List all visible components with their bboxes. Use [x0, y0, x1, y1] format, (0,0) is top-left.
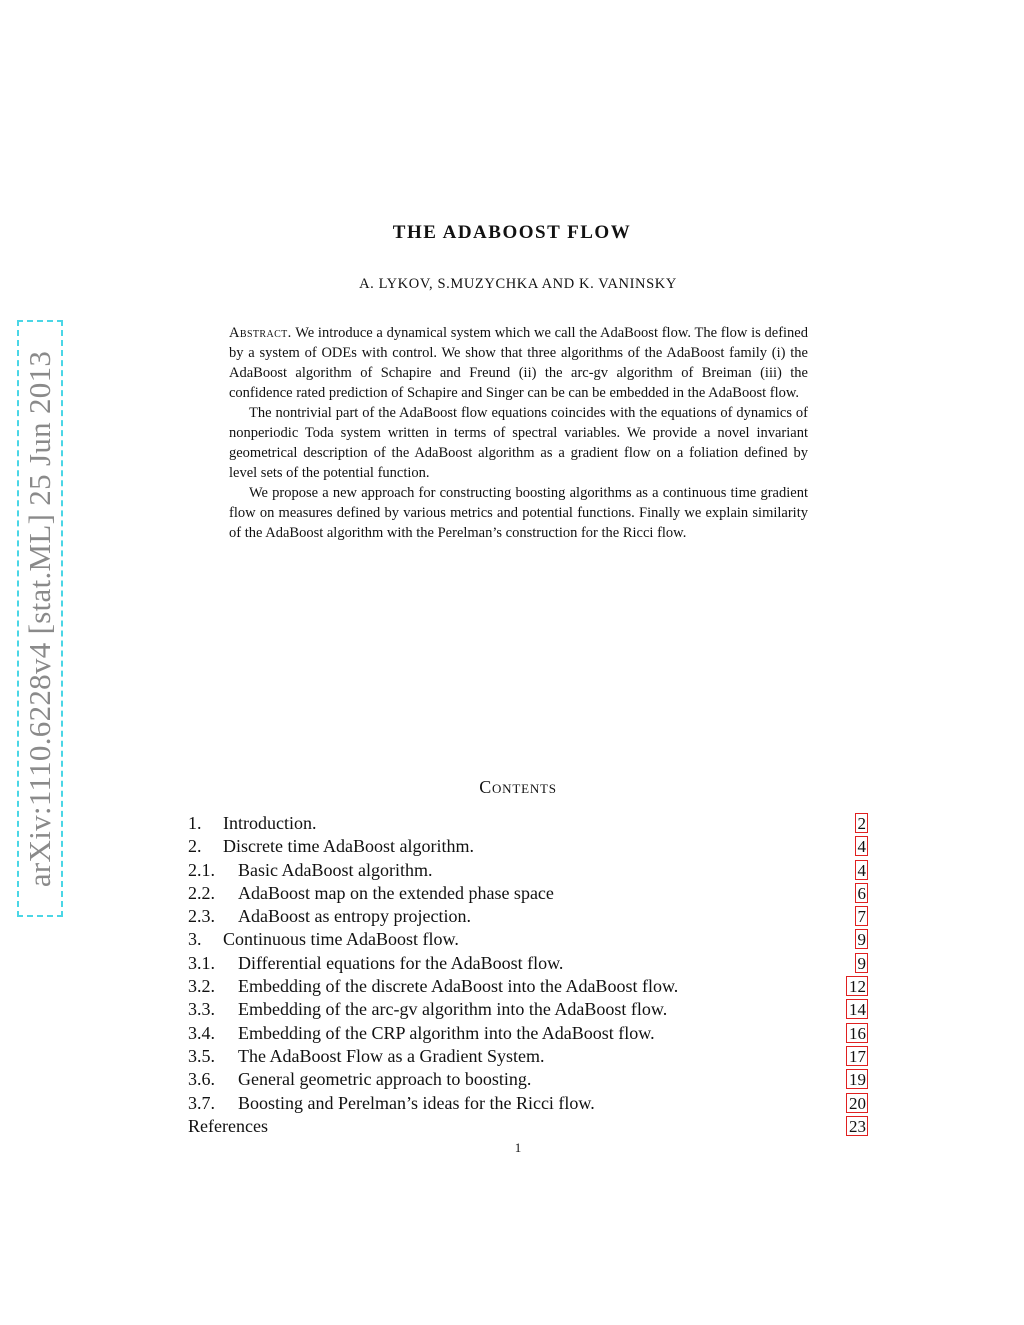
toc-entry [188, 905, 868, 928]
toc-entry-number: 2. [188, 836, 202, 857]
abstract-paragraph: We propose a new approach for constructing boosting algorithms as a continuous time gradient flow on measures defined by various metrics and potential functions. Finally we explain similarity of the AdaBoost algorithm with the Perelman’s construction for the Ricci flow. [229, 485, 808, 541]
toc-page-link[interactable]: 17 [846, 1046, 868, 1066]
toc-entry-title: The AdaBoost Flow as a Gradient System. [238, 1045, 545, 1066]
toc-page-link[interactable]: 9 [855, 953, 869, 973]
toc-entry-title: Embedding of the discrete AdaBoost into the AdaBoost flow. [238, 976, 679, 997]
toc-entry-title: Boosting and Perelman’s ideas for the Ricci flow. [238, 1092, 595, 1113]
toc-page-link[interactable]: 20 [846, 1093, 868, 1113]
toc-entry-number: 3.5. [188, 1045, 215, 1066]
toc-entry [188, 1068, 868, 1091]
toc-entry-number: 3.7. [188, 1092, 215, 1113]
toc-entry [188, 952, 868, 975]
toc-entry [188, 1045, 868, 1068]
toc-entry-number: 2.2. [188, 882, 215, 903]
paper-title: THE ADABOOST FLOW [392, 222, 632, 243]
table-of-contents [188, 812, 868, 1138]
toc-entry [188, 859, 868, 882]
toc-page-link[interactable]: 9 [855, 929, 869, 949]
toc-page-link[interactable]: 23 [846, 1116, 868, 1136]
toc-entry [188, 1115, 868, 1138]
toc-entry-title: Discrete time AdaBoost algorithm. [223, 836, 474, 857]
abstract-paragraph [229, 323, 808, 403]
toc-entry-number: 3.3. [188, 999, 215, 1020]
toc-entry-number: 1. [188, 813, 202, 833]
toc-entry [188, 1022, 868, 1045]
arxiv-identifier-stamp[interactable] [17, 320, 63, 917]
toc-page-link[interactable]: 4 [855, 860, 869, 880]
toc-page-link[interactable]: 2 [855, 813, 869, 833]
paper-authors: A. LYKOV, S.MUZYCHKA AND K. VANINSKY [359, 276, 677, 292]
toc-entry [188, 812, 868, 835]
toc-entry [188, 835, 868, 858]
arxiv-identifier-text: arXiv:1110.6228v4 [stat.ML] 25 Jun 2013 [22, 350, 57, 887]
toc-page-link[interactable]: 4 [855, 836, 869, 856]
toc-entry-title: Introduction. [223, 813, 317, 833]
toc-entry-number: 3.6. [188, 1069, 215, 1090]
toc-page-link[interactable]: 14 [846, 999, 868, 1019]
toc-entry-number: 3.4. [188, 1022, 215, 1043]
toc-page-link[interactable]: 6 [855, 883, 869, 903]
toc-entry [188, 928, 868, 951]
abstract [229, 323, 808, 543]
toc-entry-title: General geometric approach to boosting. [238, 1069, 532, 1090]
abstract-paragraph: The nontrivial part of the AdaBoost flow equations coincides with the equations of dynamics of nonperiodic Toda system written in terms of spectral variables. We provide a novel invariant geometrical description of the AdaBoost algorithm as a gradient flow on a foliation defined by level sets of the potential function. [229, 405, 808, 481]
contents-heading: Contents [479, 777, 557, 797]
toc-entry-title: AdaBoost map on the extended phase space [238, 882, 554, 903]
toc-entry-title: Basic AdaBoost algorithm. [238, 859, 433, 880]
abstract-text: We introduce a dynamical system which we call the AdaBoost flow. The flow is defined by a system of ODEs with control. We show that three algorithms of the AdaBoost family (i) the AdaBoost algorithm of Schapire and Freund (ii) the arc-gv algorithm of Breiman (iii) the confidence rated prediction of Schapire and Singer can be can be embedded in the AdaBoost flow. [229, 325, 808, 401]
toc-entry-title: Embedding of the CRP algorithm into the AdaBoost flow. [238, 1022, 655, 1043]
toc-entry-title: AdaBoost as entropy projection. [238, 906, 471, 927]
toc-entry-title: Continuous time AdaBoost flow. [223, 929, 459, 950]
toc-entry-number: 2.1. [188, 859, 215, 880]
toc-entry-number: 3.1. [188, 952, 215, 973]
toc-page-link[interactable]: 7 [855, 906, 869, 926]
page-number: 1 [514, 1140, 522, 1155]
toc-page-link[interactable]: 16 [846, 1023, 868, 1043]
toc-entry-number: 2.3. [188, 906, 215, 927]
toc-entry-number: 3. [188, 929, 202, 950]
toc-page-link[interactable]: 12 [846, 976, 868, 996]
toc-entry [188, 998, 868, 1021]
toc-entry [188, 1092, 868, 1115]
toc-entry-title: References [188, 1115, 268, 1136]
toc-page-link[interactable]: 19 [846, 1069, 868, 1089]
toc-entry-title: Embedding of the arc-gv algorithm into the AdaBoost flow. [238, 999, 668, 1020]
toc-entry [188, 882, 868, 905]
toc-entry [188, 975, 868, 998]
toc-entry-number: 3.2. [188, 976, 215, 997]
abstract-label: Abstract. [229, 325, 292, 341]
toc-entry-title: Differential equations for the AdaBoost flow. [238, 952, 564, 973]
